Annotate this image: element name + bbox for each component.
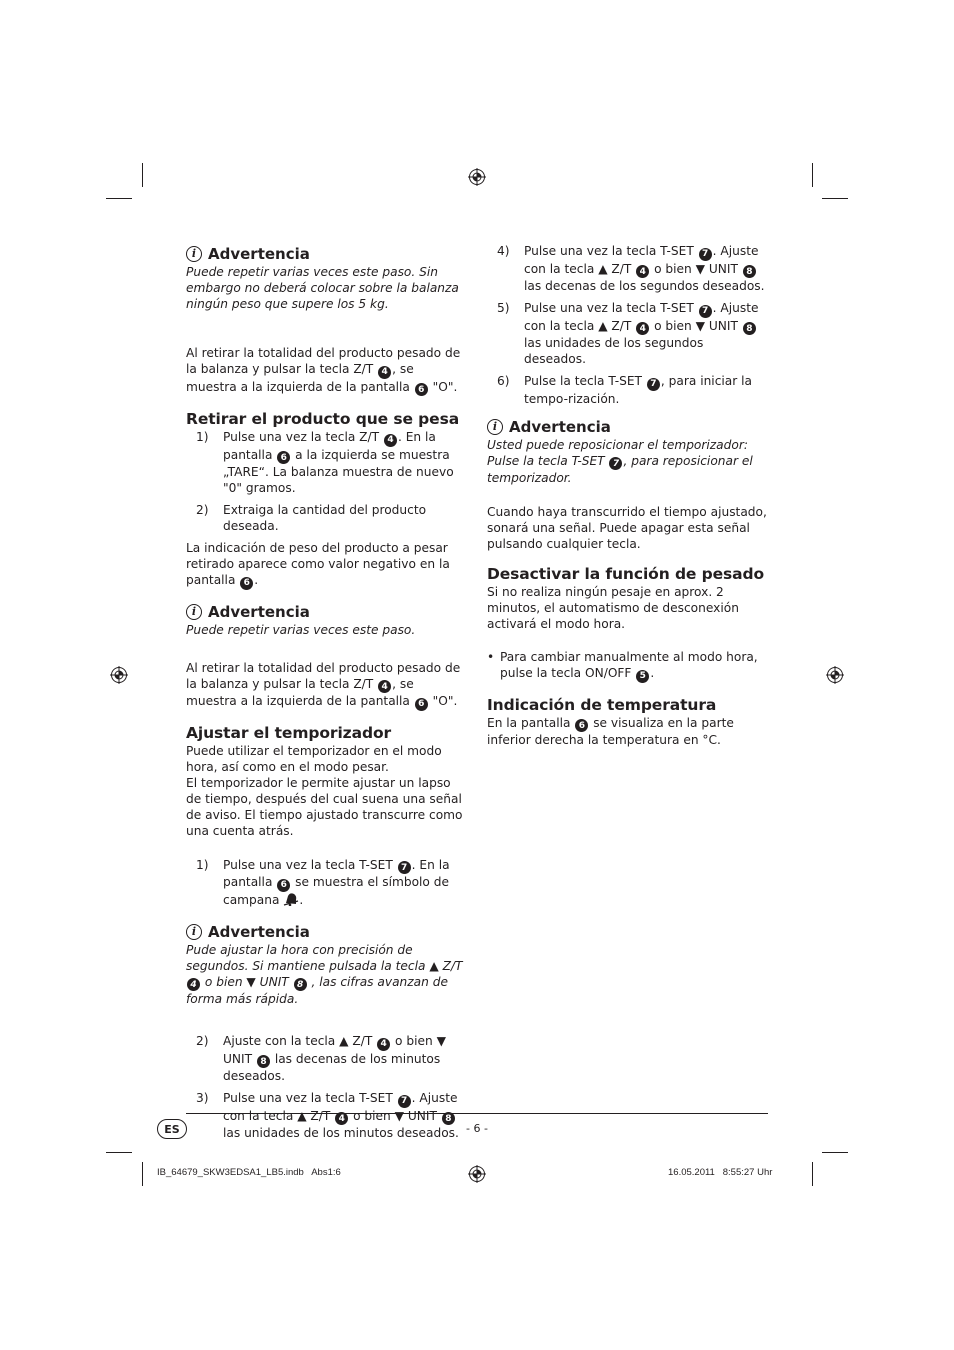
crop-mark <box>106 198 132 199</box>
key-number-badge: 8 <box>743 322 756 335</box>
key-number-badge: 7 <box>699 305 712 318</box>
warning-text: Pude ajustar la hora con precisión de segundos. Si mantiene pulsada la tecla ▲ Z/T 4 o bien ▼ UNIT 8 , las cifras avanzan de forma más rápida. <box>186 942 463 1006</box>
crop-mark <box>812 1162 813 1186</box>
key-number-badge: 8 <box>257 1055 270 1068</box>
bullet-item: • Para cambiar manualmente al modo hora, pulse la tecla ON/OFF 5 . <box>487 650 758 681</box>
paragraph: En la pantalla 6 se visualiza en la parte inferior derecha la temperatura en °C. <box>487 715 734 747</box>
list-item: 2) Ajuste con la tecla ▲ Z/T 4 o bien ▼ UNIT 8 las decenas de los minutos deseados. <box>196 1034 446 1083</box>
paragraph: Al retirar la totalidad del producto pesado de la balanza y pulsar la tecla Z/T 4 , se muestra a la izquierda de la pantalla 6 "O". <box>186 346 461 395</box>
info-icon: i <box>186 246 202 262</box>
key-number-badge: 6 <box>240 577 253 590</box>
key-number-badge: 7 <box>398 1095 411 1108</box>
list-item: 1) Pulse una vez la tecla Z/T 4 . En la pantalla 6 a la izquierda se muestra „TARE“. La balanza muestra de nuevo "0" gramos. <box>196 430 454 495</box>
key-number-badge: 7 <box>699 248 712 261</box>
key-number-badge: 4 <box>378 680 391 693</box>
key-number-badge: 7 <box>398 861 411 874</box>
list-item: 5) Pulse una vez la tecla T-SET 7 . Ajuste con la tecla ▲ Z/T 4 o bien ▼ UNIT 8 las unidades de los segundos deseados. <box>497 301 759 366</box>
left-column <box>186 244 468 1147</box>
warning-heading: i Advertencia <box>186 602 468 622</box>
key-number-badge: 7 <box>609 457 622 470</box>
list-item: 1) Pulse una vez la tecla T-SET 7 . En la pantalla 6 se muestra el símbolo de campana . <box>196 857 450 907</box>
key-number-badge: 8 <box>442 1112 455 1125</box>
key-number-badge: 4 <box>636 322 649 335</box>
crop-mark <box>142 163 143 187</box>
key-number-badge: 6 <box>415 698 428 711</box>
list-item: 4) Pulse una vez la tecla T-SET 7 . Ajuste con la tecla ▲ Z/T 4 o bien ▼ UNIT 8 las decenas de los segundos deseados. <box>497 244 765 293</box>
warning-text: Usted puede reposicionar el temporizador: Pulse la tecla T-SET 7 , para reposicionar el temporizador. <box>487 437 753 485</box>
key-number-badge: 4 <box>377 1038 390 1051</box>
list-item: 6) Pulse la tecla T-SET 7 , para iniciar la tempo-rización. <box>497 374 752 406</box>
info-icon: i <box>186 924 202 940</box>
key-number-badge: 4 <box>335 1112 348 1125</box>
paragraph: Cuando haya transcurrido el tiempo ajustado, sonará una señal. Puede apagar esta señal pulsando cualquier tecla. <box>487 505 767 551</box>
warning-text: Puede repetir varias veces este paso. Sin embargo no deberá colocar sobre la balanza ningún peso que supere los 5 kg. <box>186 265 459 311</box>
section-heading: Ajustar el temporizador <box>186 723 392 742</box>
step-list <box>196 1033 468 1141</box>
key-number-badge: 6 <box>277 451 290 464</box>
page-number: - 6 - <box>466 1122 488 1135</box>
key-number-badge: 7 <box>647 378 660 391</box>
crop-mark <box>106 1152 132 1153</box>
key-number-badge: 5 <box>636 670 649 683</box>
registration-mark-icon <box>110 666 128 684</box>
registration-mark-icon <box>826 666 844 684</box>
section-heading: Indicación de temperatura <box>487 695 717 714</box>
crop-mark <box>812 163 813 187</box>
crop-mark <box>822 198 848 199</box>
bullet-icon: • <box>487 650 495 664</box>
registration-mark-icon <box>468 1165 486 1183</box>
section-heading: Retirar el producto que se pesa <box>186 410 460 428</box>
step-list <box>196 857 468 908</box>
key-number-badge: 6 <box>277 879 290 892</box>
registration-mark-icon <box>468 168 486 186</box>
print-timestamp: 16.05.2011 8:55:27 Uhr <box>668 1167 773 1178</box>
info-icon: i <box>487 419 503 435</box>
right-column <box>487 243 769 748</box>
list-item: 2) Extraiga la cantidad del producto deseada. <box>196 503 427 533</box>
key-number-badge: 8 <box>743 265 756 278</box>
key-number-badge: 4 <box>187 978 200 991</box>
key-number-badge: 6 <box>415 383 428 396</box>
warning-heading: i Advertencia <box>186 922 468 942</box>
paragraph: Si no realiza ningún pesaje en aprox. 2 minutos, el automatismo de desconexión activará el modo hora. <box>487 585 739 631</box>
warning-heading: i Advertencia <box>487 417 769 437</box>
key-number-badge: 4 <box>378 366 391 379</box>
warning-text: Puede repetir varias veces este paso. <box>186 622 416 637</box>
warning-heading: i Advertencia <box>186 244 468 264</box>
key-number-badge: 8 <box>294 978 307 991</box>
paragraph: La indicación de peso del producto a pesar retirado aparece como valor negativo en la pantalla 6 . <box>186 541 450 588</box>
key-number-badge: 6 <box>575 719 588 732</box>
list-item: 3) Pulse una vez la tecla T-SET 7 . Ajuste con la tecla ▲ Z/T 4 o bien ▼ UNIT 8 las unidades de los minutos deseados. <box>196 1091 459 1140</box>
step-list <box>196 429 468 534</box>
key-number-badge: 4 <box>636 265 649 278</box>
footer-rule <box>186 1113 768 1114</box>
key-number-badge: 4 <box>384 434 397 447</box>
file-info: IB_64679_SKW3EDSA1_LB5.indb Abs1:6 <box>157 1167 341 1178</box>
info-icon: i <box>186 604 202 620</box>
bell-icon <box>283 892 299 906</box>
step-list <box>497 243 769 407</box>
crop-mark <box>822 1152 848 1153</box>
language-badge: ES <box>157 1119 187 1139</box>
paragraph: Al retirar la totalidad del producto pesado de la balanza y pulsar la tecla Z/T 4 , se muestra a la izquierda de la pantalla 6 "O". <box>186 660 461 709</box>
crop-mark <box>142 1162 143 1186</box>
section-heading: Desactivar la función de pesado <box>487 565 765 583</box>
paragraph: Puede utilizar el temporizador en el modo hora, así como en el modo pesar. El temporizador le permite ajustar un lapso de tiempo, después del cual suena una señal de aviso. El tiempo ajustado transcurre como una cuenta atrás. <box>186 743 463 838</box>
